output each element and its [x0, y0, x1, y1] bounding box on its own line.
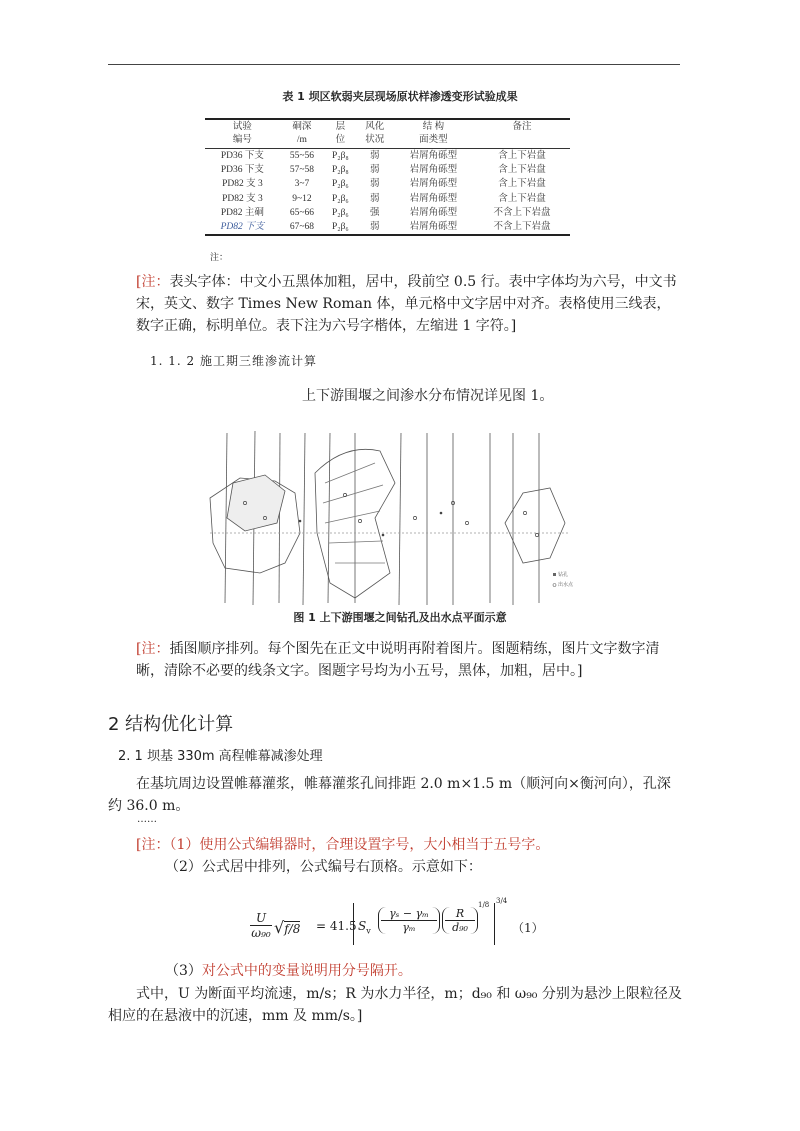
table-header-cell	[280, 119, 324, 149]
outer-exponent: 3/4	[496, 897, 508, 905]
table-note-annotation	[136, 271, 681, 337]
sv-symbol: S	[358, 919, 367, 933]
note-prefix: [注：	[136, 641, 170, 657]
ellipsis: ……	[137, 814, 157, 825]
frac2-numerator: R	[445, 907, 475, 921]
formula-note-line-3	[165, 960, 412, 982]
table-cell: P₂β₆	[332, 179, 349, 190]
header-line-2	[476, 134, 568, 147]
table-cell: 强	[370, 207, 380, 218]
formula-note-line-1	[136, 834, 686, 856]
table-cell: 岩屑角砾型	[409, 207, 458, 218]
note-text: 插图顺序排列。每个图先在正文中说明再附着图片。图题精练，图片文字数字清晰，清除不必要的线条文字。图题字号均为小五号，黑体，加粗，居中。]	[136, 641, 660, 679]
header-line-1: 试验	[232, 122, 252, 132]
frac2-denominator: d₉₀	[452, 921, 468, 934]
header-line-2: /m	[296, 135, 307, 145]
inner-exponent: 1/8	[478, 901, 490, 909]
table-cell: 57~58	[289, 165, 314, 176]
table-cell: 弱	[370, 193, 380, 204]
table-cell: 弱	[370, 179, 380, 190]
variables-paragraph: 式中，U 为断面平均流速，m/s；R 为水力半径，m；d₉₀ 和 ω₉₀ 分别为悬沙上限粒径及相应的在悬液中的沉速，mm 及 mm/s。]	[108, 986, 682, 1024]
table-row	[205, 177, 570, 191]
section-2-1-heading: 2. 1 坝基 330m 高程帷幕减渗处理	[118, 749, 323, 764]
table-caption: 表 1 坝区软弱夹层现场原状样渗透变形试验成果	[282, 90, 518, 103]
top-rule	[108, 64, 680, 65]
header-line-1: 硐深	[292, 122, 312, 132]
table-header-cell	[474, 119, 570, 149]
header-line-2: 面类型	[419, 135, 448, 145]
sqrt-arg: f/8	[284, 922, 301, 936]
table-cell: P₂β₆	[332, 193, 349, 204]
section-1-1-2-heading: 1. 1. 2 施工期三维渗流计算	[150, 354, 317, 368]
table-cell: 岩屑角砾型	[409, 165, 458, 176]
table-row	[205, 192, 570, 206]
table-cell: P₂β₆	[324, 220, 357, 235]
figure-legend-2: 出水点	[558, 582, 574, 588]
outer-bracket	[353, 903, 495, 945]
fraction-2	[442, 907, 478, 934]
table-cell: 3~7	[294, 179, 310, 190]
table-header-cell	[324, 119, 357, 149]
table-cell: 不含上下岩盘	[493, 207, 551, 218]
table-cell: 含上下岩盘	[498, 151, 546, 161]
table-header-cell	[205, 119, 280, 149]
table-cell: PD36 下支	[220, 151, 264, 161]
header-line-1: 结 构	[422, 122, 445, 132]
table-cell: 岩屑角砾型	[393, 220, 474, 235]
table-cell: 67~68	[280, 220, 324, 235]
table-cell: 弱	[357, 220, 393, 235]
header-line-2: 编号	[232, 135, 252, 145]
table-cell: 不含上下岩盘	[474, 220, 570, 235]
note-prefix: [注：	[136, 837, 170, 853]
header-line-2: 位	[335, 135, 346, 145]
table-cell: P₂β₈	[332, 151, 349, 161]
formula-block	[250, 895, 560, 955]
frac1-numerator: γₛ − γₘ	[381, 907, 437, 921]
table-cell: 岩屑角砾型	[409, 193, 458, 204]
table-cell: 55~56	[289, 151, 314, 161]
table-header-row	[205, 119, 570, 149]
figure-note-annotation	[136, 638, 681, 682]
sv-subscript: v	[366, 926, 371, 936]
table-cell: PD82 支 3	[222, 193, 263, 204]
note-item-3-num: （3）	[165, 963, 202, 979]
table-row	[205, 149, 570, 164]
note-item-3: 对公式中的变量说明用分号隔开。	[201, 963, 412, 979]
note-prefix: [注：	[136, 274, 170, 290]
section-2-heading: 2 结构优化计算	[108, 714, 234, 735]
figure-intro-paragraph: 上下游围堰之间渗水分布情况详见图 1。	[302, 388, 554, 404]
formula-lhs	[250, 911, 272, 940]
table-cell: 含上下岩盘	[498, 193, 546, 204]
frac1-denominator: γₘ	[402, 921, 416, 934]
data-table	[205, 118, 570, 236]
formula-number: （1）	[512, 921, 544, 935]
table-note: 注：	[210, 253, 229, 263]
formula-note-line-2: （2）公式居中排列，公式编号右顶格。示意如下：	[165, 859, 482, 875]
table-cell: 岩屑角砾型	[409, 179, 458, 190]
table-row	[205, 163, 570, 177]
header-line-1: 备注	[512, 122, 532, 132]
table-cell: 弱	[370, 165, 380, 176]
table-cell: P₂β₈	[332, 165, 349, 176]
header-line-1: 层	[335, 122, 346, 132]
figure-1-plan	[205, 423, 575, 608]
section-2-1-paragraph: 在基坑周边设置帷幕灌浆，帷幕灌浆孔间排距 2.0 m×1.5 m（顺河向×衡河向），孔深约 36.0 m。	[108, 776, 671, 814]
coefficient: = 41.5	[316, 919, 357, 933]
lhs-numerator: U	[250, 911, 272, 926]
sqrt-term: √f/8	[274, 918, 301, 937]
table-row	[205, 206, 570, 220]
table-cell: 含上下岩盘	[498, 179, 546, 190]
fraction-1	[378, 907, 440, 934]
note-item-1: （1）使用公式编辑器时，合理设置字号，大小相当于五号字。	[169, 837, 550, 853]
table-cell: PD82 下支	[205, 220, 280, 235]
figure-legend-1: 钻孔	[558, 572, 569, 578]
table-cell: 65~66	[289, 207, 314, 218]
header-line-1: 风化	[365, 122, 385, 132]
table-cell: PD36 下支	[220, 165, 264, 176]
table-cell: PD82 主硐	[220, 207, 264, 218]
header-line-2: 状况	[365, 135, 385, 145]
table-cell: 弱	[370, 151, 380, 161]
note-text: 表头字体：中文小五黑体加粗，居中，段前空 0.5 行。表中字体均为六号，中文书宋，英文、数字 Times New Roman 体，单元格中文字居中对齐。表格使用三线表，数字正确，标明单位。表下注为六号字楷体，左缩进 1 字符。]	[136, 274, 677, 334]
table-cell: 含上下岩盘	[498, 165, 546, 176]
table-body	[205, 149, 570, 236]
table-cell: P₂β₆	[332, 207, 349, 218]
lhs-denominator: ω₉₀	[251, 926, 271, 940]
table-cell: PD82 支 3	[222, 179, 263, 190]
table-row	[205, 220, 570, 235]
table-cell: 9~12	[292, 193, 312, 204]
table-cell: 岩屑角砾型	[409, 151, 458, 161]
table-header-cell	[393, 119, 474, 149]
table-header-cell	[357, 119, 393, 149]
figure-caption: 图 1 上下游围堰之间钻孔及出水点平面示意	[293, 611, 507, 624]
